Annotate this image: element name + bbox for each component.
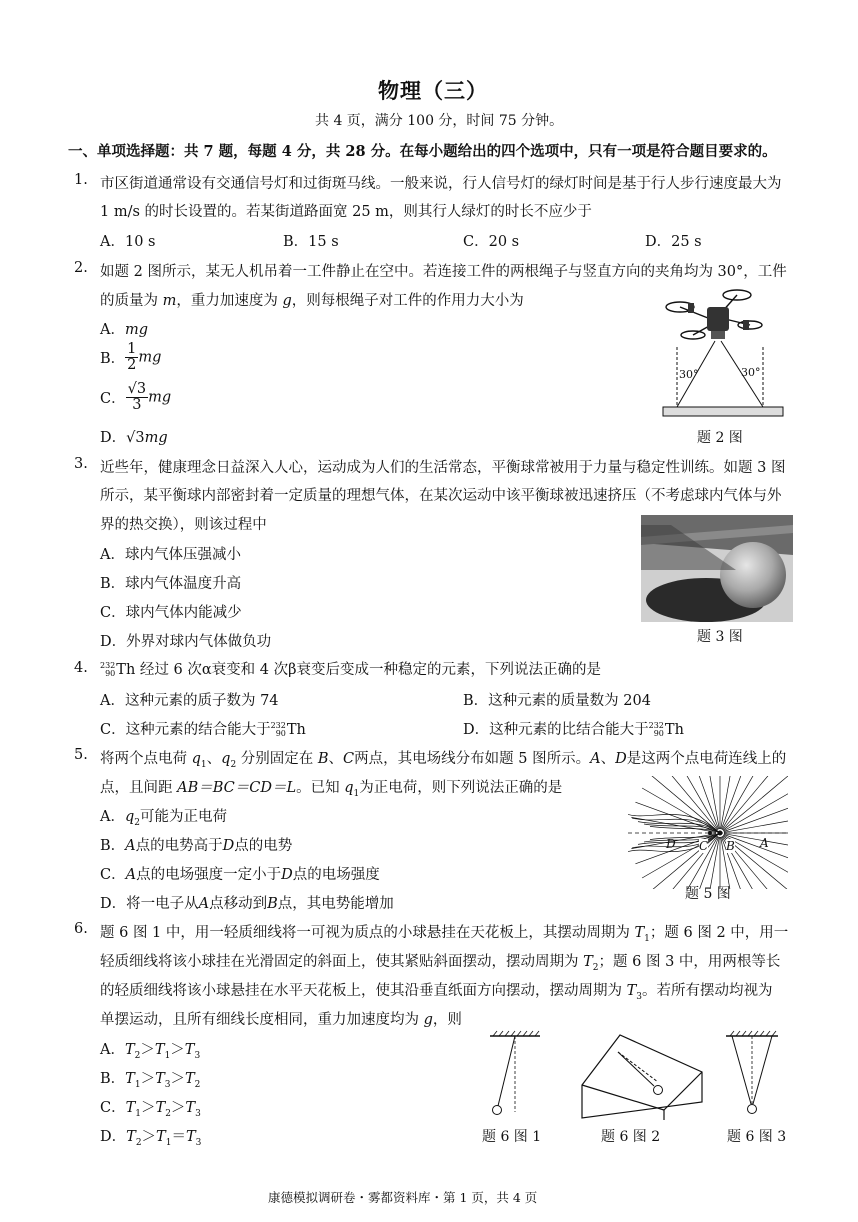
q6-caption-3: 题 6 图 3 [727,1129,787,1145]
q4-number: 4. [74,660,88,676]
q5-label-b: B [726,839,735,853]
q2-caption: 题 2 图 [697,430,743,446]
q3-number: 3. [74,456,88,472]
q4-option-b: B．这种元素的质量数为 204 [463,693,651,709]
q2-number: 2. [74,260,88,276]
field-line [723,776,788,830]
q5-option-a: A．$q_2$可能为正电荷 [100,809,228,828]
q6-caption-2: 题 6 图 2 [601,1129,661,1145]
q2-drone-figure [655,285,790,425]
q4-stem: 232 90 Th 经过 6 次α衰变和 4 次β衰变后变成一种稳定的元素，下列说法正确的是 [100,661,601,678]
q5-label-a: A [760,836,769,850]
q6-stem-line3: 的轻质细线将该小球悬挂在水平天花板上，使其沿垂直纸面方向摆动，摆动周期为 $T_3$。若所有摆动均视为 [100,983,773,1002]
q5-field-lines-figure [628,776,788,889]
q3-option-b: B．球内气体温度升高 [100,576,242,592]
q5-label-c: C [699,839,709,853]
q6-caption-1: 题 6 图 1 [482,1129,542,1145]
q6-stem-line1: 题 6 图 1 中，用一轻质细线将一可视为质点的小球悬挂在天花板上，其摆动周期为 $T_1$；题 6 图 2 中，用一 [100,925,789,944]
q2-angle-right: 30° [741,366,761,379]
q6-option-a: A．$T_2>T_1>T_3$ [100,1042,201,1061]
q1-number: 1. [74,172,88,188]
q5-stem-line1: 将两个点电荷 $q_1$、$q_2$ 分别固定在 B、C两点，其电场线分布如题 5 图所示。A、D是这两个点电荷连线上的 [100,751,787,770]
q1-stem-line2: 1 m/s 的时长设置的。若某街道路面宽 25 m，则其行人绿灯的时长不应少于 [100,204,592,220]
q6-stem-line4: 单摆运动，且所有细线长度相同，重力加速度均为 g，则 [100,1012,462,1028]
q5-option-b: B．A点的电势高于D点的电势 [100,838,293,854]
q2-stem-line2: 的质量为 m，重力加速度为 g，则每根绳子对工件的作用力大小为 [100,293,524,309]
q6-option-d: D．$T_2>T_1=T_3$ [100,1129,202,1148]
q5-label-d: D [666,837,676,851]
q6-number: 6. [74,921,88,937]
field-line [689,776,718,829]
q5-option-d: D．将一电子从A点移动到B点，其电势能增加 [100,896,394,912]
q3-ball-photo [641,515,793,622]
section-heading: 一、单项选择题：共 7 题，每题 4 分，共 28 分。在每小题给出的四个选项中，只有一项是符合题目要求的。 [68,143,777,160]
q5-option-c: C．A点的电场强度一定小于D点的电场强度 [100,867,380,883]
q4-option-a: A．这种元素的质子数为 74 [100,693,279,709]
page-footer: 康德模拟调研卷・雾都资料库・第 1 页，共 4 页 [268,1190,538,1205]
q3-stem-line3: 界的热交换），则该过程中 [100,517,267,533]
field-line [704,776,719,829]
q1-option-b: B．15 s [283,234,339,250]
q6-stem-line2: 轻质细线将该小球挂在光滑固定的斜面上，使其紧贴斜面摆动，摆动周期为 $T_2$；题 6 图 3 中，用两根等长 [100,954,781,973]
q2-option-c: C． $\frac{√3}{3}$ mg [100,381,172,413]
q5-stem-line2: 点，且间距 AB＝BC＝CD＝L。已知 $q_1$为正电荷，则下列说法正确的是 [100,780,563,799]
q6-figure-3 [722,1030,782,1122]
page-subtitle: 共 4 页，满分 100 分，时间 75 分钟。 [315,113,564,129]
q3-caption: 题 3 图 [697,629,743,645]
q6-figure-2 [578,1030,708,1125]
q1-option-a: A．10 s [100,234,156,250]
q6-option-c: C．$T_1>T_2>T_3$ [100,1100,201,1119]
field-line [721,776,750,829]
q5-caption: 题 5 图 [685,886,731,902]
q3-stem-line1: 近些年，健康理念日益深入人心，运动成为人们的生活常态，平衡球常被用于力量与稳定性训练。如题 3 图 [100,460,786,476]
q3-option-c: C．球内气体内能减少 [100,605,242,621]
q2-stem-line1: 如题 2 图所示，某无人机吊着一工件静止在空中。若连接工件的两根绳子与竖直方向的夹角均为 30°，工件 [100,264,787,280]
q6-figure-1 [485,1030,545,1122]
q5-number: 5. [74,747,88,763]
field-line-curve [638,822,720,833]
q3-option-d: D．外界对球内气体做负功 [100,634,272,650]
field-line [721,776,736,829]
field-line [723,788,788,831]
q2-angle-left: 30° [679,368,699,381]
q1-option-c: C．20 s [463,234,520,250]
q1-option-d: D．25 s [645,234,702,250]
q2-option-d: D．√3mg [100,430,168,446]
q2-option-a: A．mg [100,322,149,338]
q1-stem-line1: 市区街道通常设有交通信号灯和过街斑马线。一般来说，行人信号灯的绿灯时间是基于行人步行速度最大为 [100,176,782,192]
q6-option-b: B．$T_1>T_3>T_2$ [100,1071,201,1090]
q2-option-b: B． $\frac{1}{2}$ mg [100,341,162,373]
q4-option-d: D．这种元素的比结合能大于 232 90 Th [463,721,684,738]
page-title: 物理（三） [378,78,488,103]
q3-stem-line2: 所示，某平衡球内部密封着一定质量的理想气体，在某次运动中该平衡球被迅速挤压（不考虑球内气体与外 [100,488,782,504]
q4-option-c: C．这种元素的结合能大于 232 90 Th [100,721,306,738]
q3-option-a: A．球内气体压强减小 [100,547,241,563]
